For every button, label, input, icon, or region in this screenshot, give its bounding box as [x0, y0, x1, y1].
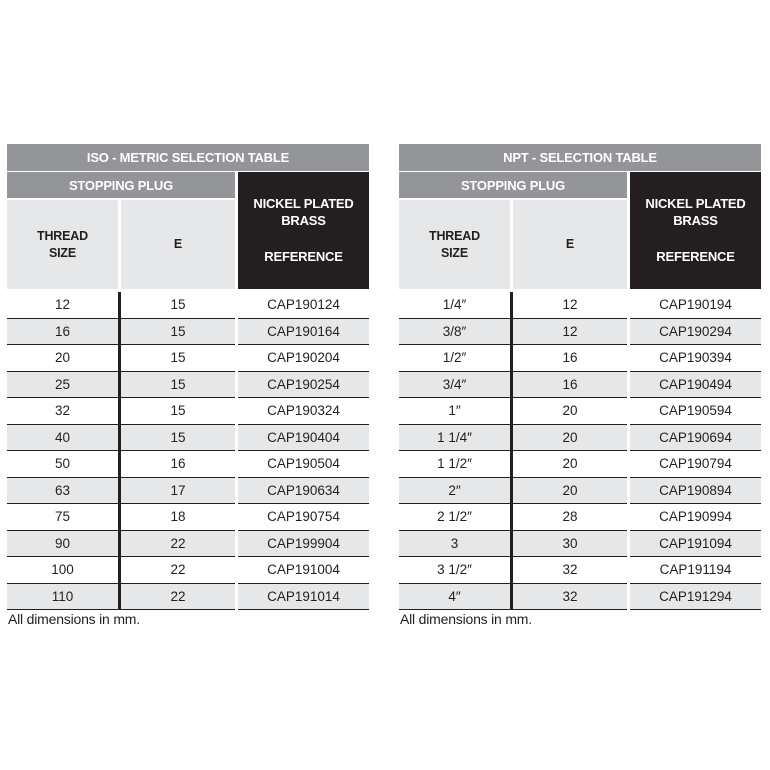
thread-size-cell: 3 1/2″ [399, 557, 510, 584]
thread-size-cell: 1″ [399, 398, 510, 425]
e-value-cell: 20 [513, 425, 627, 452]
reference-cell: CAP190894 [630, 478, 761, 505]
reference-cell: CAP190504 [238, 451, 369, 478]
e-value-cell: 16 [513, 345, 627, 372]
table-row [399, 584, 761, 611]
thread-size-cell: 2 1/2″ [399, 504, 510, 531]
e-value-cell: 20 [513, 398, 627, 425]
thread-size-cell: 75 [7, 504, 118, 531]
reference-cell: CAP190294 [630, 319, 761, 346]
e-value-cell: 15 [121, 372, 235, 399]
table-row [7, 292, 369, 319]
thread-size-cell: 4″ [399, 584, 510, 611]
reference-cell: CAP190754 [238, 504, 369, 531]
table-row [399, 504, 761, 531]
table-row [7, 425, 369, 452]
thread-size-cell: 1 1/2″ [399, 451, 510, 478]
reference-cell: CAP190594 [630, 398, 761, 425]
reference-header [238, 172, 369, 289]
reference-cell: CAP191194 [630, 557, 761, 584]
thread-size-cell: 20 [7, 345, 118, 372]
thread-size-cell: 32 [7, 398, 118, 425]
thread-size-cell: 1/4″ [399, 292, 510, 319]
table-row [7, 504, 369, 531]
thread-size-cell: 16 [7, 319, 118, 346]
table-row [399, 319, 761, 346]
thread-size-cell: 63 [7, 478, 118, 505]
material-label: NICKEL PLATED BRASS [645, 196, 746, 228]
table-row [399, 292, 761, 319]
table-row [7, 319, 369, 346]
thread-size-cell: 40 [7, 425, 118, 452]
e-value-cell: 12 [513, 319, 627, 346]
reference-cell: CAP190494 [630, 372, 761, 399]
reference-cell: CAP190394 [630, 345, 761, 372]
e-value-cell: 16 [121, 451, 235, 478]
reference-cell: CAP190254 [238, 372, 369, 399]
table-row [7, 478, 369, 505]
table-row [399, 345, 761, 372]
e-value-cell: 22 [121, 531, 235, 558]
table-row [7, 557, 369, 584]
e-value-cell: 15 [121, 425, 235, 452]
table-row [7, 451, 369, 478]
table-row [399, 425, 761, 452]
reference-cell: CAP191004 [238, 557, 369, 584]
e-value-cell: 17 [121, 478, 235, 505]
reference-header [630, 172, 761, 289]
reference-cell: CAP190324 [238, 398, 369, 425]
e-value-cell: 15 [121, 292, 235, 319]
stopping-plug-header: STOPPING PLUG [7, 172, 235, 198]
e-value-cell: 20 [513, 478, 627, 505]
e-value-cell: 32 [513, 557, 627, 584]
e-value-cell: 20 [513, 451, 627, 478]
e-value-cell: 15 [121, 319, 235, 346]
reference-label: REFERENCE [264, 249, 343, 264]
thread-size-cell: 100 [7, 557, 118, 584]
table-row [7, 398, 369, 425]
material-label: NICKEL PLATED BRASS [253, 196, 354, 228]
e-value-cell: 18 [121, 504, 235, 531]
stopping-plug-header: STOPPING PLUG [399, 172, 627, 198]
reference-cell: CAP190204 [238, 345, 369, 372]
thread-size-cell: 1 1/4″ [399, 425, 510, 452]
reference-cell: CAP190694 [630, 425, 761, 452]
thread-size-cell: 3/4″ [399, 372, 510, 399]
column-divider [510, 292, 513, 610]
thread-size-header: THREAD SIZE [399, 200, 510, 289]
e-value-cell: 30 [513, 531, 627, 558]
e-value-cell: 32 [513, 584, 627, 611]
table-row [7, 584, 369, 611]
thread-size-cell: 12 [7, 292, 118, 319]
thread-size-cell: 3/8″ [399, 319, 510, 346]
e-value-cell: 16 [513, 372, 627, 399]
thread-size-cell: 90 [7, 531, 118, 558]
reference-cell: CAP191014 [238, 584, 369, 611]
reference-cell: CAP191294 [630, 584, 761, 611]
reference-cell: CAP191094 [630, 531, 761, 558]
table-row [399, 398, 761, 425]
table-row [7, 345, 369, 372]
e-value-cell: 28 [513, 504, 627, 531]
table-row [399, 478, 761, 505]
thread-size-cell: 50 [7, 451, 118, 478]
reference-cell: CAP190194 [630, 292, 761, 319]
e-value-cell: 15 [121, 398, 235, 425]
e-value-cell: 22 [121, 557, 235, 584]
column-divider [118, 292, 121, 610]
table-body [7, 292, 369, 610]
thread-size-cell: 2″ [399, 478, 510, 505]
e-value-cell: 12 [513, 292, 627, 319]
reference-cell: CAP190404 [238, 425, 369, 452]
e-header: E [513, 200, 627, 289]
table-row [399, 531, 761, 558]
thread-size-cell: 1/2″ [399, 345, 510, 372]
table-body [399, 292, 761, 610]
reference-label: REFERENCE [656, 249, 735, 264]
thread-size-cell: 3 [399, 531, 510, 558]
reference-cell: CAP190124 [238, 292, 369, 319]
reference-cell: CAP190794 [630, 451, 761, 478]
reference-cell: CAP190634 [238, 478, 369, 505]
e-value-cell: 15 [121, 345, 235, 372]
table-row [7, 372, 369, 399]
table-title: ISO - METRIC SELECTION TABLE [7, 144, 369, 171]
table-row [399, 557, 761, 584]
thread-size-header: THREAD SIZE [7, 200, 118, 289]
table-title: NPT - SELECTION TABLE [399, 144, 761, 171]
table-row [7, 531, 369, 558]
e-value-cell: 22 [121, 584, 235, 611]
table-row [399, 451, 761, 478]
reference-cell: CAP190994 [630, 504, 761, 531]
e-header: E [121, 200, 235, 289]
thread-size-cell: 110 [7, 584, 118, 611]
reference-cell: CAP190164 [238, 319, 369, 346]
dimensions-note: All dimensions in mm. [400, 611, 532, 627]
dimensions-note: All dimensions in mm. [8, 611, 140, 627]
table-row [399, 372, 761, 399]
thread-size-cell: 25 [7, 372, 118, 399]
reference-cell: CAP199904 [238, 531, 369, 558]
